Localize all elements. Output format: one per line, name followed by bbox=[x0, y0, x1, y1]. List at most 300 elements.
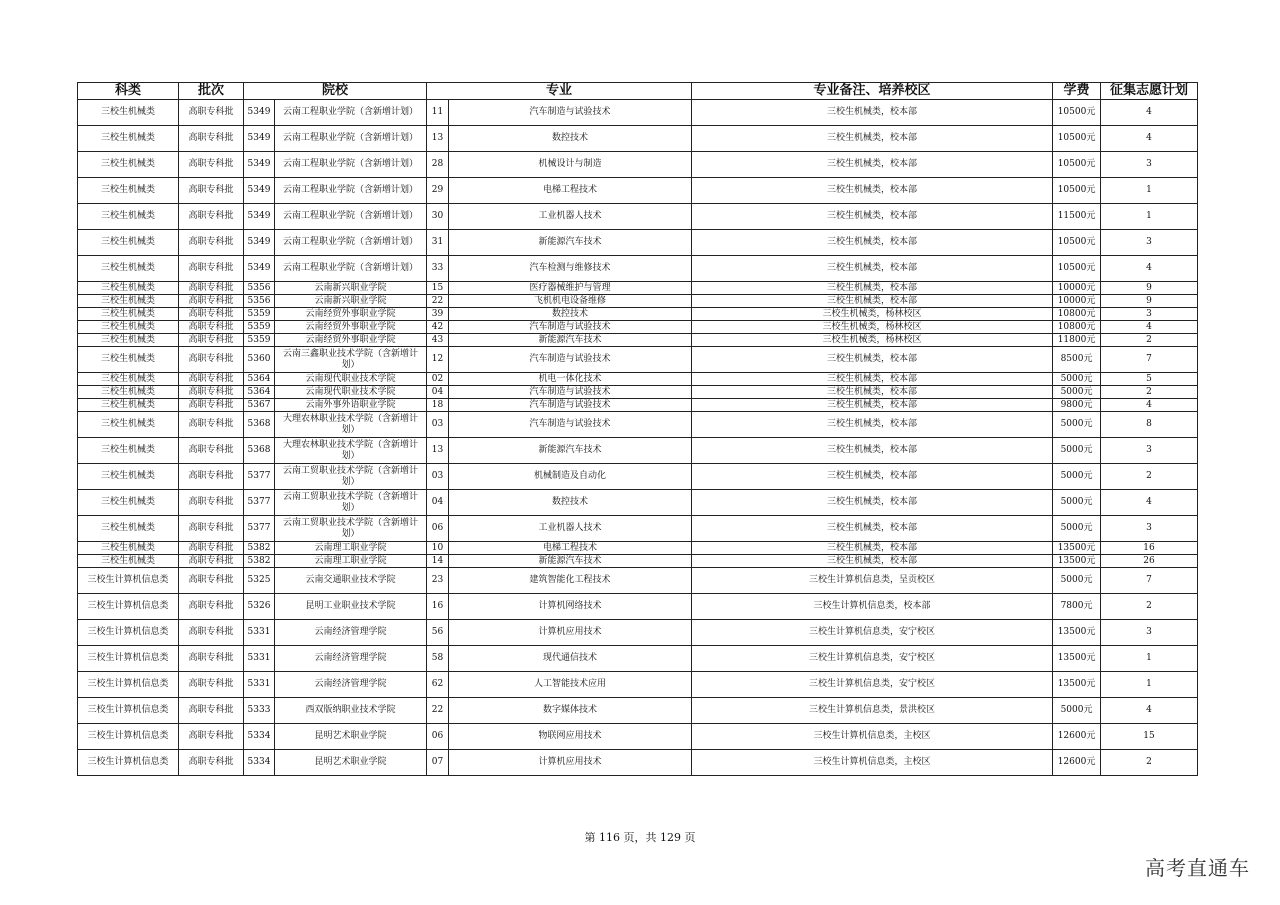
cell-school-code: 5349 bbox=[244, 204, 275, 230]
cell-category: 三校生机械类 bbox=[78, 386, 179, 399]
cell-fee: 10500元 bbox=[1053, 230, 1101, 256]
cell-major-code: 58 bbox=[427, 646, 449, 672]
cell-fee: 5000元 bbox=[1053, 386, 1101, 399]
header-major: 专业 bbox=[427, 83, 692, 100]
cell-school-code: 5359 bbox=[244, 308, 275, 321]
cell-school: 云南工程职业学院（含新增计划） bbox=[275, 230, 427, 256]
cell-plan: 5 bbox=[1101, 373, 1198, 386]
cell-category: 三校生机械类 bbox=[78, 321, 179, 334]
cell-school-code: 5334 bbox=[244, 724, 275, 750]
cell-batch: 高职专科批 bbox=[179, 516, 244, 542]
cell-major: 人工智能技术应用 bbox=[449, 672, 692, 698]
cell-fee: 9800元 bbox=[1053, 399, 1101, 412]
cell-major-code: 23 bbox=[427, 568, 449, 594]
cell-major: 机械设计与制造 bbox=[449, 152, 692, 178]
cell-major-code: 13 bbox=[427, 438, 449, 464]
cell-school-code: 5367 bbox=[244, 399, 275, 412]
cell-school: 云南交通职业技术学院 bbox=[275, 568, 427, 594]
cell-remark: 三校生机械类，校本部 bbox=[692, 542, 1053, 555]
cell-fee: 5000元 bbox=[1053, 373, 1101, 386]
cell-school-code: 5368 bbox=[244, 412, 275, 438]
cell-school: 云南经济管理学院 bbox=[275, 672, 427, 698]
cell-category: 三校生计算机信息类 bbox=[78, 724, 179, 750]
cell-school: 云南工贸职业技术学院（含新增计划） bbox=[275, 464, 427, 490]
cell-fee: 13500元 bbox=[1053, 620, 1101, 646]
cell-major-code: 42 bbox=[427, 321, 449, 334]
cell-school: 云南现代职业技术学院 bbox=[275, 386, 427, 399]
cell-major: 汽车制造与试验技术 bbox=[449, 321, 692, 334]
cell-major: 汽车检测与维修技术 bbox=[449, 256, 692, 282]
cell-major-code: 06 bbox=[427, 516, 449, 542]
cell-plan: 1 bbox=[1101, 672, 1198, 698]
cell-plan: 3 bbox=[1101, 516, 1198, 542]
cell-major: 新能源汽车技术 bbox=[449, 334, 692, 347]
cell-school: 云南经济管理学院 bbox=[275, 646, 427, 672]
cell-school-code: 5334 bbox=[244, 750, 275, 776]
cell-remark: 三校生机械类，校本部 bbox=[692, 438, 1053, 464]
cell-fee: 10000元 bbox=[1053, 295, 1101, 308]
cell-category: 三校生机械类 bbox=[78, 516, 179, 542]
cell-school-code: 5349 bbox=[244, 100, 275, 126]
cell-major: 新能源汽车技术 bbox=[449, 438, 692, 464]
cell-school: 云南现代职业技术学院 bbox=[275, 373, 427, 386]
cell-category: 三校生机械类 bbox=[78, 178, 179, 204]
header-school: 院校 bbox=[244, 83, 427, 100]
table-row bbox=[78, 464, 1198, 490]
table-row bbox=[78, 204, 1198, 230]
cell-major-code: 03 bbox=[427, 412, 449, 438]
cell-remark: 三校生计算机信息类，安宁校区 bbox=[692, 620, 1053, 646]
cell-category: 三校生机械类 bbox=[78, 555, 179, 568]
cell-major: 电梯工程技术 bbox=[449, 542, 692, 555]
cell-plan: 1 bbox=[1101, 178, 1198, 204]
cell-remark: 三校生机械类，校本部 bbox=[692, 464, 1053, 490]
cell-batch: 高职专科批 bbox=[179, 646, 244, 672]
cell-category: 三校生机械类 bbox=[78, 152, 179, 178]
cell-category: 三校生计算机信息类 bbox=[78, 672, 179, 698]
cell-batch: 高职专科批 bbox=[179, 568, 244, 594]
cell-major: 计算机应用技术 bbox=[449, 620, 692, 646]
cell-school: 大理农林职业技术学院（含新增计划） bbox=[275, 438, 427, 464]
cell-remark: 三校生机械类，校本部 bbox=[692, 516, 1053, 542]
watermark-logo: 高考直通车 bbox=[1145, 856, 1250, 880]
cell-major-code: 62 bbox=[427, 672, 449, 698]
cell-remark: 三校生机械类，校本部 bbox=[692, 204, 1053, 230]
cell-major-code: 31 bbox=[427, 230, 449, 256]
cell-fee: 10500元 bbox=[1053, 152, 1101, 178]
cell-batch: 高职专科批 bbox=[179, 295, 244, 308]
cell-school: 云南工程职业学院（含新增计划） bbox=[275, 204, 427, 230]
cell-plan: 4 bbox=[1101, 321, 1198, 334]
cell-major: 现代通信技术 bbox=[449, 646, 692, 672]
cell-school: 昆明艺术职业学院 bbox=[275, 724, 427, 750]
cell-fee: 10500元 bbox=[1053, 126, 1101, 152]
cell-major: 电梯工程技术 bbox=[449, 178, 692, 204]
cell-remark: 三校生机械类，校本部 bbox=[692, 399, 1053, 412]
table-row bbox=[78, 516, 1198, 542]
cell-major: 数控技术 bbox=[449, 126, 692, 152]
cell-batch: 高职专科批 bbox=[179, 282, 244, 295]
cell-major-code: 10 bbox=[427, 542, 449, 555]
cell-plan: 3 bbox=[1101, 620, 1198, 646]
cell-remark: 三校生机械类，校本部 bbox=[692, 373, 1053, 386]
cell-major-code: 03 bbox=[427, 464, 449, 490]
cell-batch: 高职专科批 bbox=[179, 698, 244, 724]
cell-batch: 高职专科批 bbox=[179, 308, 244, 321]
cell-plan: 2 bbox=[1101, 464, 1198, 490]
cell-batch: 高职专科批 bbox=[179, 334, 244, 347]
cell-school-code: 5359 bbox=[244, 321, 275, 334]
cell-category: 三校生机械类 bbox=[78, 230, 179, 256]
cell-category: 三校生机械类 bbox=[78, 126, 179, 152]
cell-plan: 2 bbox=[1101, 594, 1198, 620]
cell-remark: 三校生计算机信息类，安宁校区 bbox=[692, 672, 1053, 698]
cell-batch: 高职专科批 bbox=[179, 152, 244, 178]
cell-major: 工业机器人技术 bbox=[449, 516, 692, 542]
cell-fee: 5000元 bbox=[1053, 568, 1101, 594]
cell-major-code: 15 bbox=[427, 282, 449, 295]
table-row bbox=[78, 386, 1198, 399]
cell-major-code: 39 bbox=[427, 308, 449, 321]
cell-major-code: 02 bbox=[427, 373, 449, 386]
table-row bbox=[78, 490, 1198, 516]
cell-school: 云南经贸外事职业学院 bbox=[275, 308, 427, 321]
cell-major: 机电一体化技术 bbox=[449, 373, 692, 386]
cell-category: 三校生机械类 bbox=[78, 334, 179, 347]
table-row bbox=[78, 100, 1198, 126]
cell-batch: 高职专科批 bbox=[179, 464, 244, 490]
cell-batch: 高职专科批 bbox=[179, 542, 244, 555]
cell-major-code: 04 bbox=[427, 386, 449, 399]
cell-plan: 2 bbox=[1101, 334, 1198, 347]
cell-category: 三校生机械类 bbox=[78, 256, 179, 282]
cell-remark: 三校生机械类，杨林校区 bbox=[692, 334, 1053, 347]
cell-plan: 4 bbox=[1101, 490, 1198, 516]
cell-remark: 三校生机械类，校本部 bbox=[692, 386, 1053, 399]
cell-plan: 7 bbox=[1101, 347, 1198, 373]
cell-batch: 高职专科批 bbox=[179, 412, 244, 438]
cell-school: 云南三鑫职业技术学院（含新增计划） bbox=[275, 347, 427, 373]
cell-category: 三校生计算机信息类 bbox=[78, 568, 179, 594]
table-row bbox=[78, 620, 1198, 646]
cell-fee: 10500元 bbox=[1053, 256, 1101, 282]
cell-plan: 15 bbox=[1101, 724, 1198, 750]
cell-category: 三校生计算机信息类 bbox=[78, 750, 179, 776]
cell-batch: 高职专科批 bbox=[179, 620, 244, 646]
cell-remark: 三校生机械类，杨林校区 bbox=[692, 308, 1053, 321]
cell-fee: 5000元 bbox=[1053, 438, 1101, 464]
cell-major: 工业机器人技术 bbox=[449, 204, 692, 230]
cell-school: 云南经济管理学院 bbox=[275, 620, 427, 646]
cell-fee: 13500元 bbox=[1053, 555, 1101, 568]
cell-category: 三校生机械类 bbox=[78, 308, 179, 321]
cell-plan: 9 bbox=[1101, 295, 1198, 308]
cell-batch: 高职专科批 bbox=[179, 204, 244, 230]
table-row bbox=[78, 594, 1198, 620]
cell-category: 三校生计算机信息类 bbox=[78, 646, 179, 672]
cell-school: 云南工程职业学院（含新增计划） bbox=[275, 100, 427, 126]
cell-school: 云南新兴职业学院 bbox=[275, 295, 427, 308]
table-row bbox=[78, 438, 1198, 464]
cell-batch: 高职专科批 bbox=[179, 672, 244, 698]
cell-major-code: 12 bbox=[427, 347, 449, 373]
cell-major-code: 22 bbox=[427, 295, 449, 308]
cell-category: 三校生机械类 bbox=[78, 347, 179, 373]
cell-major: 汽车制造与试验技术 bbox=[449, 399, 692, 412]
cell-school-code: 5333 bbox=[244, 698, 275, 724]
cell-fee: 10500元 bbox=[1053, 178, 1101, 204]
table-row bbox=[78, 152, 1198, 178]
cell-remark: 三校生机械类，校本部 bbox=[692, 256, 1053, 282]
cell-major-code: 30 bbox=[427, 204, 449, 230]
cell-school: 云南经贸外事职业学院 bbox=[275, 334, 427, 347]
cell-plan: 2 bbox=[1101, 750, 1198, 776]
cell-fee: 10800元 bbox=[1053, 321, 1101, 334]
cell-school-code: 5364 bbox=[244, 373, 275, 386]
cell-major: 汽车制造与试验技术 bbox=[449, 386, 692, 399]
table-body bbox=[78, 100, 1198, 776]
cell-school: 云南工程职业学院（含新增计划） bbox=[275, 178, 427, 204]
cell-major-code: 28 bbox=[427, 152, 449, 178]
table-row bbox=[78, 724, 1198, 750]
cell-remark: 三校生计算机信息类，呈贡校区 bbox=[692, 568, 1053, 594]
cell-batch: 高职专科批 bbox=[179, 321, 244, 334]
cell-major-code: 16 bbox=[427, 594, 449, 620]
cell-batch: 高职专科批 bbox=[179, 126, 244, 152]
cell-plan: 9 bbox=[1101, 282, 1198, 295]
cell-remark: 三校生计算机信息类，校本部 bbox=[692, 594, 1053, 620]
cell-remark: 三校生机械类，校本部 bbox=[692, 490, 1053, 516]
cell-plan: 3 bbox=[1101, 308, 1198, 321]
cell-remark: 三校生机械类，校本部 bbox=[692, 412, 1053, 438]
cell-school-code: 5368 bbox=[244, 438, 275, 464]
table-row bbox=[78, 295, 1198, 308]
cell-category: 三校生机械类 bbox=[78, 438, 179, 464]
cell-fee: 5000元 bbox=[1053, 698, 1101, 724]
cell-school: 云南工程职业学院（含新增计划） bbox=[275, 256, 427, 282]
cell-school-code: 5356 bbox=[244, 295, 275, 308]
cell-major-code: 56 bbox=[427, 620, 449, 646]
cell-major-code: 33 bbox=[427, 256, 449, 282]
cell-major: 新能源汽车技术 bbox=[449, 555, 692, 568]
cell-category: 三校生机械类 bbox=[78, 100, 179, 126]
cell-remark: 三校生机械类，校本部 bbox=[692, 230, 1053, 256]
cell-category: 三校生机械类 bbox=[78, 373, 179, 386]
table-row bbox=[78, 412, 1198, 438]
cell-batch: 高职专科批 bbox=[179, 230, 244, 256]
cell-remark: 三校生机械类，校本部 bbox=[692, 347, 1053, 373]
cell-school-code: 5382 bbox=[244, 555, 275, 568]
cell-major: 计算机网络技术 bbox=[449, 594, 692, 620]
cell-school-code: 5349 bbox=[244, 126, 275, 152]
cell-school-code: 5349 bbox=[244, 178, 275, 204]
cell-fee: 13500元 bbox=[1053, 672, 1101, 698]
cell-school-code: 5360 bbox=[244, 347, 275, 373]
table-row bbox=[78, 542, 1198, 555]
table-row bbox=[78, 646, 1198, 672]
cell-school-code: 5349 bbox=[244, 152, 275, 178]
cell-batch: 高职专科批 bbox=[179, 100, 244, 126]
cell-plan: 4 bbox=[1101, 698, 1198, 724]
cell-remark: 三校生机械类，校本部 bbox=[692, 152, 1053, 178]
cell-remark: 三校生计算机信息类，主校区 bbox=[692, 724, 1053, 750]
cell-school: 云南工程职业学院（含新增计划） bbox=[275, 126, 427, 152]
cell-school: 云南理工职业学院 bbox=[275, 542, 427, 555]
cell-batch: 高职专科批 bbox=[179, 555, 244, 568]
cell-category: 三校生计算机信息类 bbox=[78, 620, 179, 646]
cell-school-code: 5364 bbox=[244, 386, 275, 399]
cell-major: 建筑智能化工程技术 bbox=[449, 568, 692, 594]
cell-plan: 4 bbox=[1101, 256, 1198, 282]
table-row bbox=[78, 126, 1198, 152]
cell-category: 三校生机械类 bbox=[78, 204, 179, 230]
cell-remark: 三校生计算机信息类，安宁校区 bbox=[692, 646, 1053, 672]
cell-school: 西双版纳职业技术学院 bbox=[275, 698, 427, 724]
cell-fee: 10500元 bbox=[1053, 100, 1101, 126]
cell-fee: 5000元 bbox=[1053, 464, 1101, 490]
cell-school: 云南经贸外事职业学院 bbox=[275, 321, 427, 334]
table-row bbox=[78, 698, 1198, 724]
cell-category: 三校生计算机信息类 bbox=[78, 594, 179, 620]
cell-category: 三校生机械类 bbox=[78, 412, 179, 438]
cell-plan: 26 bbox=[1101, 555, 1198, 568]
cell-remark: 三校生机械类，校本部 bbox=[692, 295, 1053, 308]
enrollment-plan-table bbox=[77, 82, 1198, 776]
cell-fee: 13500元 bbox=[1053, 646, 1101, 672]
cell-fee: 5000元 bbox=[1053, 516, 1101, 542]
cell-category: 三校生机械类 bbox=[78, 295, 179, 308]
cell-major-code: 04 bbox=[427, 490, 449, 516]
cell-fee: 10000元 bbox=[1053, 282, 1101, 295]
cell-major: 汽车制造与试验技术 bbox=[449, 100, 692, 126]
cell-major: 数控技术 bbox=[449, 490, 692, 516]
cell-school-code: 5349 bbox=[244, 230, 275, 256]
cell-school: 云南新兴职业学院 bbox=[275, 282, 427, 295]
cell-school-code: 5359 bbox=[244, 334, 275, 347]
cell-school: 云南工程职业学院（含新增计划） bbox=[275, 152, 427, 178]
cell-plan: 2 bbox=[1101, 386, 1198, 399]
cell-school: 云南工贸职业技术学院（含新增计划） bbox=[275, 516, 427, 542]
cell-school: 云南工贸职业技术学院（含新增计划） bbox=[275, 490, 427, 516]
cell-batch: 高职专科批 bbox=[179, 178, 244, 204]
table-row bbox=[78, 334, 1198, 347]
cell-batch: 高职专科批 bbox=[179, 399, 244, 412]
cell-school-code: 5331 bbox=[244, 672, 275, 698]
cell-major: 物联网应用技术 bbox=[449, 724, 692, 750]
cell-school-code: 5377 bbox=[244, 464, 275, 490]
table-row bbox=[78, 750, 1198, 776]
cell-school-code: 5326 bbox=[244, 594, 275, 620]
cell-major: 汽车制造与试验技术 bbox=[449, 347, 692, 373]
cell-school-code: 5331 bbox=[244, 646, 275, 672]
page-number: 第 116 页，共 129 页 bbox=[584, 831, 696, 844]
header-remark: 专业备注、培养校区 bbox=[692, 83, 1053, 100]
cell-school: 昆明艺术职业学院 bbox=[275, 750, 427, 776]
cell-batch: 高职专科批 bbox=[179, 256, 244, 282]
cell-major: 计算机应用技术 bbox=[449, 750, 692, 776]
table-row bbox=[78, 672, 1198, 698]
cell-fee: 8500元 bbox=[1053, 347, 1101, 373]
table-row bbox=[78, 308, 1198, 321]
table-header-row bbox=[78, 83, 1198, 100]
cell-fee: 7800元 bbox=[1053, 594, 1101, 620]
cell-remark: 三校生计算机信息类，主校区 bbox=[692, 750, 1053, 776]
cell-batch: 高职专科批 bbox=[179, 386, 244, 399]
cell-plan: 3 bbox=[1101, 152, 1198, 178]
cell-major: 新能源汽车技术 bbox=[449, 230, 692, 256]
table-row bbox=[78, 256, 1198, 282]
cell-plan: 8 bbox=[1101, 412, 1198, 438]
cell-plan: 4 bbox=[1101, 100, 1198, 126]
table-row bbox=[78, 178, 1198, 204]
cell-category: 三校生机械类 bbox=[78, 282, 179, 295]
cell-fee: 11500元 bbox=[1053, 204, 1101, 230]
cell-major: 医疗器械维护与管理 bbox=[449, 282, 692, 295]
cell-plan: 3 bbox=[1101, 230, 1198, 256]
cell-school: 云南理工职业学院 bbox=[275, 555, 427, 568]
header-category: 科类 bbox=[78, 83, 179, 100]
cell-remark: 三校生计算机信息类，景洪校区 bbox=[692, 698, 1053, 724]
cell-remark: 三校生机械类，校本部 bbox=[692, 555, 1053, 568]
cell-remark: 三校生机械类，校本部 bbox=[692, 126, 1053, 152]
cell-school-code: 5377 bbox=[244, 490, 275, 516]
cell-school: 昆明工业职业技术学院 bbox=[275, 594, 427, 620]
cell-fee: 5000元 bbox=[1053, 490, 1101, 516]
cell-batch: 高职专科批 bbox=[179, 347, 244, 373]
cell-school-code: 5331 bbox=[244, 620, 275, 646]
cell-plan: 4 bbox=[1101, 399, 1198, 412]
header-fee: 学费 bbox=[1053, 83, 1101, 100]
cell-category: 三校生机械类 bbox=[78, 542, 179, 555]
cell-batch: 高职专科批 bbox=[179, 438, 244, 464]
cell-remark: 三校生机械类，校本部 bbox=[692, 178, 1053, 204]
cell-major-code: 18 bbox=[427, 399, 449, 412]
cell-major-code: 14 bbox=[427, 555, 449, 568]
cell-major: 汽车制造与试验技术 bbox=[449, 412, 692, 438]
cell-category: 三校生计算机信息类 bbox=[78, 698, 179, 724]
cell-category: 三校生机械类 bbox=[78, 399, 179, 412]
cell-plan: 7 bbox=[1101, 568, 1198, 594]
header-plan: 征集志愿计划 bbox=[1101, 83, 1198, 100]
table-row bbox=[78, 555, 1198, 568]
cell-school-code: 5349 bbox=[244, 256, 275, 282]
cell-school-code: 5356 bbox=[244, 282, 275, 295]
cell-school-code: 5382 bbox=[244, 542, 275, 555]
cell-fee: 13500元 bbox=[1053, 542, 1101, 555]
cell-plan: 4 bbox=[1101, 126, 1198, 152]
cell-plan: 1 bbox=[1101, 204, 1198, 230]
cell-school: 云南外事外语职业学院 bbox=[275, 399, 427, 412]
cell-major-code: 11 bbox=[427, 100, 449, 126]
cell-batch: 高职专科批 bbox=[179, 490, 244, 516]
cell-batch: 高职专科批 bbox=[179, 750, 244, 776]
cell-major-code: 29 bbox=[427, 178, 449, 204]
cell-remark: 三校生机械类，校本部 bbox=[692, 282, 1053, 295]
table-row bbox=[78, 321, 1198, 334]
table-row bbox=[78, 399, 1198, 412]
cell-plan: 16 bbox=[1101, 542, 1198, 555]
cell-fee: 12600元 bbox=[1053, 750, 1101, 776]
cell-fee: 12600元 bbox=[1053, 724, 1101, 750]
cell-major-code: 13 bbox=[427, 126, 449, 152]
header-batch: 批次 bbox=[179, 83, 244, 100]
cell-major: 飞机机电设备维修 bbox=[449, 295, 692, 308]
cell-fee: 5000元 bbox=[1053, 412, 1101, 438]
cell-remark: 三校生机械类，校本部 bbox=[692, 100, 1053, 126]
cell-major-code: 43 bbox=[427, 334, 449, 347]
cell-batch: 高职专科批 bbox=[179, 373, 244, 386]
cell-school-code: 5377 bbox=[244, 516, 275, 542]
